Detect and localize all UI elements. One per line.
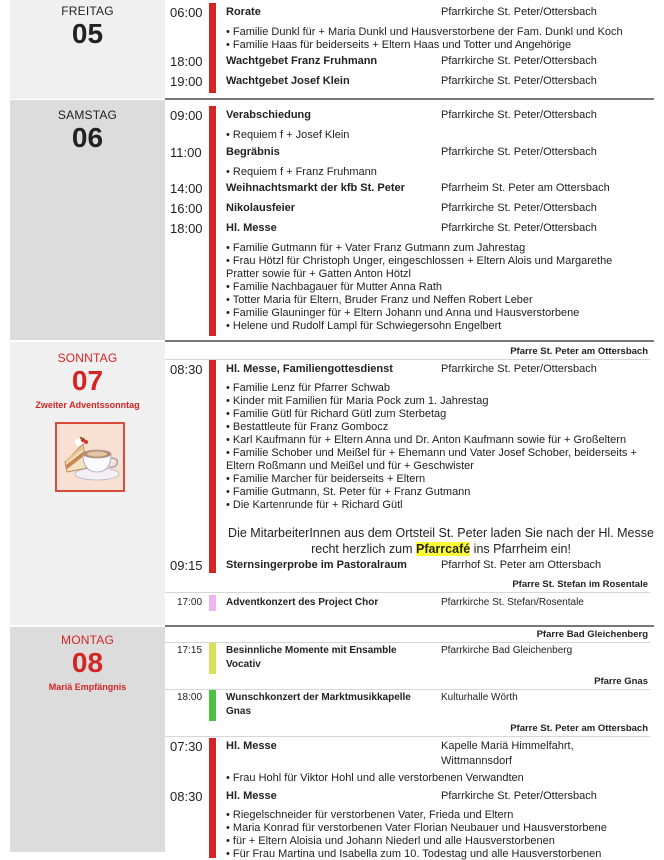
event-place: Kapelle Mariä Himmelfahrt, [441,740,574,752]
event-title[interactable]: Hl. Messe [226,222,277,234]
day-events-sunday [165,342,654,625]
event-title[interactable]: Weihnachtsmarkt der kfb St. Peter [226,182,405,194]
event-title-cont[interactable]: Vocativ [226,659,261,670]
event-time: 08:30 [170,789,203,804]
parish-divider [165,689,650,690]
mass-intention: • Frau Hötzl für Christoph Unger, eingeschlossen + Eltern Alois und Margarethe Pratter sowie für + Gatten Anton Hötzl [226,255,613,280]
mass-intention: • Die Kartenrunde für + Richard Gütl [226,499,403,511]
event-place: Pfarrkirche St. Peter/Ottersbach [441,363,597,375]
parish-divider [165,592,650,593]
day-number: 06 [71,122,104,153]
day-name: FREITAG [61,4,114,18]
event-place: Pfarrkirche St. Peter/Ottersbach [441,6,597,18]
event-color-bar [209,595,216,611]
mass-intention: • Familie Glauninger für + Eltern Johann und Anna und Hausverstorbene [226,307,580,319]
event-time: 09:00 [170,108,203,123]
mass-intention: • Für Frau Martina und Isabella zum 10. Todestag und alle Hausverstorbenen [226,848,602,860]
notice-highlight: Pfarrcafé [415,542,471,556]
event-title-cont[interactable]: Gnas [226,706,252,717]
feast-name: Mariä Empfängnis [48,682,127,692]
event-time: 18:00 [170,54,203,69]
day-name: SAMSTAG [57,108,118,122]
mass-intention: • Riegelschneider für verstorbenen Vater, Frieda und Eltern [226,809,514,821]
event-place: Pfarrkirche St. Peter/Ottersbach [441,222,597,234]
event-title[interactable]: Hl. Messe [226,740,277,752]
event-time: 06:00 [170,5,203,20]
mass-intention: • Requiem f + Franz Fruhmann [226,166,377,178]
event-title[interactable]: Begräbnis [226,146,280,158]
day-number: 07 [71,365,104,396]
event-color-bar [209,690,216,721]
day-events-friday [165,0,654,99]
event-time: 19:00 [170,74,203,89]
mass-intention: • Kinder mit Familien für Maria Pock zum 1. Jahrestag [226,395,489,407]
mass-intention: • Familie Schober und Meißel für + Ehemann und Vater Josef Schober, beiderseits + Eltern Roßmann und Meißel und für + Geschwister [226,447,637,472]
day-header-sunday [10,342,165,625]
event-place: Pfarrhof St. Peter am Ottersbach [441,559,602,571]
day-number: 08 [71,647,104,678]
event-place: Pfarrkirche St. Stefan/Rosentale [441,597,584,608]
event-color-bar [209,360,216,573]
mass-intention: • Bestattleute für Franz Gombocz [226,421,389,433]
event-time: 09:15 [170,558,203,573]
event-color-bar [209,106,216,336]
event-place-cont: Wittmannsdorf [441,755,512,767]
event-time: 16:00 [170,201,203,216]
mass-intention: • Familie Gutmann für + Vater Franz Gutmann zum Jahrestag [226,242,526,254]
mass-intention: • Familie Gutmann, St. Peter für + Franz Gutmann [226,486,471,498]
day-block-saturday [10,100,654,340]
event-title[interactable]: Rorate [226,6,261,18]
parish-header: Pfarre Gnas [594,676,648,687]
event-color-bar [209,643,216,674]
event-time: 18:00 [177,692,203,703]
event-place: Pfarrkirche St. Peter/Ottersbach [441,202,597,214]
day-block-sunday [10,342,654,625]
mass-intention: • Helene und Rudolf Lampl für Schwiegersohn Engelbert [226,320,502,332]
notice-text: Die MitarbeiterInnen aus dem Ortsteil St. Peter laden Sie nach der Hl. Messe recht herzlich zum [228,526,654,556]
event-title[interactable]: Wachtgebet Josef Klein [226,75,350,87]
event-title[interactable]: Besinnliche Momente mit Ensamble [226,645,397,656]
day-block-monday [10,627,654,860]
coffee-and-cake-icon [55,422,125,492]
day-events-saturday [165,100,654,340]
event-title[interactable]: Sternsingerprobe im Pastoralraum [226,559,407,571]
event-color-bar [209,738,216,858]
parish-divider [165,359,650,360]
day-events-monday [165,627,654,860]
event-time: 17:15 [177,645,203,656]
event-title[interactable]: Hl. Messe, Familiengottesdienst [226,363,393,375]
mass-intention: • Familie Dunkl für + Maria Dunkl und Hausverstorbene der Fam. Dunkl und Koch [226,26,623,38]
mass-intention: • Familie Lenz für Pfarrer Schwab [226,382,391,394]
day-number: 05 [71,18,104,49]
event-title[interactable]: Wachtgebet Franz Fruhmann [226,55,378,67]
mass-intention: • Familie Nachbagauer für Mutter Anna Rath [226,281,443,293]
event-time: 18:00 [170,221,203,236]
parish-header: Pfarre Bad Gleichenberg [536,629,648,640]
mass-intention: • Karl Kaufmann für + Eltern Anna und Dr. Anton Kaufmann sowie für + Großeltern [226,434,627,446]
event-time: 08:30 [170,362,203,377]
day-name: MONTAG [61,633,114,647]
event-place: Pfarrkirche Bad Gleichenberg [441,645,573,656]
event-title[interactable]: Hl. Messe [226,790,277,802]
mass-intention: • Maria Konrad für verstorbenen Vater Florian Neubauer und Hausverstorbene [226,822,607,834]
mass-intention: • Totter Maria für Eltern, Bruder Franz und Neffen Robert Leber [226,294,533,306]
event-place: Pfarrkirche St. Peter/Ottersbach [441,109,597,121]
pfarrcafe-notice [226,525,656,557]
mass-intention: • Requiem f + Josef Klein [226,129,350,141]
event-time: 17:00 [177,597,203,608]
parish-header: Pfarre St. Peter am Ottersbach [510,723,648,734]
day-header-friday [10,0,165,99]
mass-intention: • für + Eltern Aloisia und Johann Niederl und alle Hausverstorbenen [226,835,555,847]
event-place: Pfarrkirche St. Peter/Ottersbach [441,790,597,802]
parish-divider [165,642,650,643]
event-title[interactable]: Nikolausfeier [226,202,296,214]
event-time: 07:30 [170,739,203,754]
event-place: Pfarrkirche St. Peter/Ottersbach [441,146,597,158]
event-title[interactable]: Adventkonzert des Project Chor [226,597,379,608]
event-color-bar [209,3,216,93]
event-title[interactable]: Verabschiedung [226,109,311,121]
mass-intention: • Familie Marcher für beiderseits + Eltern [226,473,426,485]
mass-intention: • Familie Gütl für Richard Gütl zum Sterbetag [226,408,447,420]
event-time: 14:00 [170,181,203,196]
notice-text: ins Pfarrheim ein! [470,542,571,556]
parish-header: Pfarre St. Stefan im Rosentale [512,579,648,590]
mass-intention: • Familie Haas für beiderseits + Eltern Haas und Totter und Angehörige [226,39,572,51]
event-title[interactable]: Wunschkonzert der Marktmusikkapelle [226,692,411,703]
event-place: Pfarrheim St. Peter am Ottersbach [441,182,610,194]
event-place: Pfarrkirche St. Peter/Ottersbach [441,55,597,67]
mass-intention: • Frau Hohl für Viktor Hohl und alle verstorbenen Verwandten [226,772,524,784]
day-header-monday [10,627,165,852]
day-name: SONNTAG [57,351,118,365]
event-place: Kulturhalle Wörth [441,692,518,703]
day-header-saturday [10,100,165,340]
day-block-friday [10,0,654,99]
event-place: Pfarrkirche St. Peter/Ottersbach [441,75,597,87]
parish-header: Pfarre St. Peter am Ottersbach [510,346,648,357]
feast-name: Zweiter Adventssonntag [35,400,140,410]
parish-divider [165,736,650,737]
event-time: 11:00 [170,145,202,160]
